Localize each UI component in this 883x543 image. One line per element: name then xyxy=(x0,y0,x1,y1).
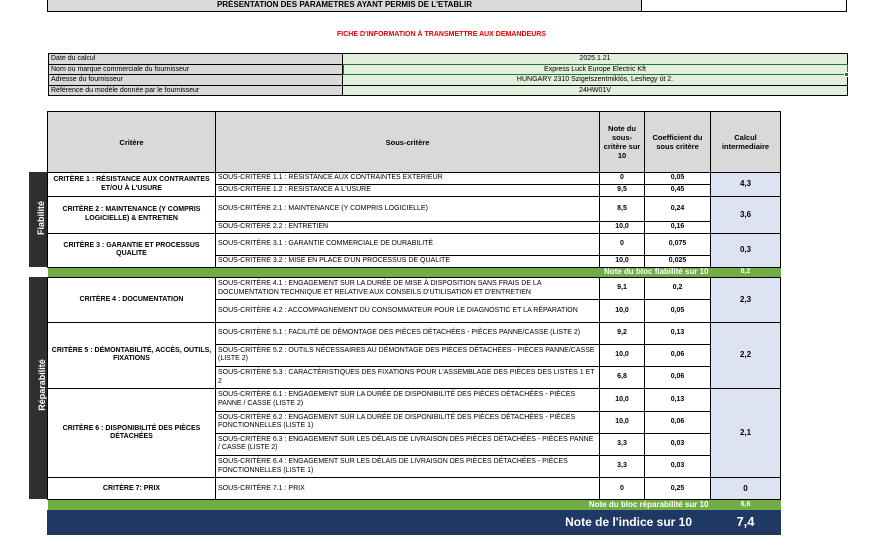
sub-coef[interactable]: 0,03 xyxy=(645,455,711,477)
calc-value[interactable]: 2,2 xyxy=(711,322,781,389)
calc-value[interactable]: 3,6 xyxy=(711,197,781,233)
final-score-value[interactable]: 7,4 xyxy=(711,510,781,534)
criterion-2[interactable]: CRITÈRE 2 : MAINTENANCE (Y COMPRIS LOGICIELLE) & ENTRETIEN xyxy=(48,197,216,233)
bloc-reparabilite-label: Note du bloc réparabilité sur 10 xyxy=(48,500,711,510)
sub-coef[interactable]: 0,05 xyxy=(645,173,711,185)
section-reparabilite-label: Réparabilité xyxy=(37,359,47,411)
sub-note[interactable]: 0 xyxy=(600,478,645,500)
bloc-reparabilite-row xyxy=(48,500,781,510)
info-label[interactable]: Date du calcul xyxy=(49,54,343,65)
cell-fill-handle[interactable] xyxy=(844,72,849,77)
info-value[interactable]: 2025.1.21 xyxy=(343,54,848,65)
calc-value[interactable]: 4,3 xyxy=(711,173,781,197)
criteria-table xyxy=(47,111,781,535)
info-value-selected[interactable]: Express Luck Europe Electric Kft xyxy=(343,64,848,75)
sub-note[interactable]: 3,3 xyxy=(600,433,645,455)
sub-coef[interactable]: 0,06 xyxy=(645,411,711,433)
bloc-fiabilite-label: Note du bloc fiabilité sur 10 xyxy=(48,268,711,278)
sub-criterion[interactable]: SOUS-CRITÈRE 1.1 : RÉSISTANCE AUX CONTRAINTES EXTERIEUR xyxy=(216,173,600,185)
fiche-subtitle: FICHE D'INFORMATION À TRANSMETTRE AUX DEMANDEURS xyxy=(337,31,546,38)
table-row xyxy=(48,278,781,300)
sub-coef[interactable]: 0,06 xyxy=(645,344,711,366)
sub-criterion[interactable]: SOUS-CRITÈRE 4.1 : ENGAGEMENT SUR LA DURÉE DE MISE À DISPOSITION SANS FRAIS DE LA DOCUMENTATION TECHNIQUE ET RELATIVE AUX CONSEILS D'UTILISATION ET D'ENTRETIEN xyxy=(216,278,600,300)
sub-criterion[interactable]: SOUS-CRITÈRE 6.2 : ENGAGEMENT SUR LA DURÉE DE DISPONIBILITÉ DES PIÈCES DÉTACHÉES - PIÈCES FONCTIONNELLES (LISTE 1) xyxy=(216,411,600,433)
sub-coef[interactable]: 0,13 xyxy=(645,322,711,344)
calc-value[interactable]: 0,3 xyxy=(711,233,781,267)
sub-criterion[interactable]: SOUS-CRITÈRE 5.1 : FACILITÉ DE DÉMONTAGE DES PIÈCES DÉTACHÉES - PIÈCES PANNE/CASSE (LISTE 2) xyxy=(216,322,600,344)
info-label[interactable]: Adresse du fournisseur xyxy=(49,75,343,86)
calc-value[interactable]: 2,3 xyxy=(711,278,781,322)
table-row xyxy=(48,173,781,185)
sub-note[interactable]: 10,0 xyxy=(600,221,645,233)
sub-coef[interactable]: 0,075 xyxy=(645,233,711,255)
top-title-bar xyxy=(47,0,847,12)
criterion-6[interactable]: CRITÈRE 6 : DISPONIBILITÉ DES PIÈCES DÉTACHÉES xyxy=(48,389,216,478)
sub-criterion[interactable]: SOUS-CRITÈRE 7.1 : PRIX xyxy=(216,478,600,500)
sub-note[interactable]: 10,0 xyxy=(600,411,645,433)
sub-note[interactable]: 9,2 xyxy=(600,322,645,344)
sub-note[interactable]: 0 xyxy=(600,173,645,185)
sub-coef[interactable]: 0,025 xyxy=(645,255,711,267)
sub-criterion[interactable]: SOUS-CRITÈRE 2.1 : MAINTENANCE (Y COMPRIS LOGICIELLE) xyxy=(216,197,600,221)
sub-coef[interactable]: 0,06 xyxy=(645,367,711,389)
sub-note[interactable]: 10,0 xyxy=(600,344,645,366)
info-value[interactable]: 24HW01V xyxy=(343,85,848,96)
sub-criterion[interactable]: SOUS-CRITÈRE 5.2 : OUTILS NÉCESSAIRES AU DÉMONTAGE DES PIÈCES DÉTACHÉES - PIÈCES PANNE/CASSE (LISTE 2) xyxy=(216,344,600,366)
criterion-3[interactable]: CRITÈRE 3 : GARANTIE ET PROCESSUS QUALITE xyxy=(48,233,216,267)
bloc-fiabilite-row xyxy=(48,268,781,278)
bloc-reparabilite-value[interactable]: 6,6 xyxy=(711,500,781,510)
col-header-sous-critere[interactable]: Sous-critère xyxy=(216,112,600,173)
sub-criterion[interactable]: SOUS-CRITÈRE 3.2 : MISE EN PLACE D'UN PROCESSUS DE QUALITE xyxy=(216,255,600,267)
sub-criterion[interactable]: SOUS-CRITÈRE 5.3 : CARACTÉRISTIQUES DES FIXATIONS POUR L'ASSEMBLAGE DES PIÈCES DES LISTES 1 ET 2 xyxy=(216,367,600,389)
sub-criterion[interactable]: SOUS-CRITÈRE 1.2 : RESISTANCE À L'USURE xyxy=(216,185,600,197)
page-title: PRÉSENTATION DES PARAMETRES AYANT PERMIS DE L'ETABLIR xyxy=(47,0,642,12)
sub-coef[interactable]: 0,25 xyxy=(645,478,711,500)
sub-note[interactable]: 0 xyxy=(600,233,645,255)
sub-note[interactable]: 9,1 xyxy=(600,278,645,300)
table-row xyxy=(48,478,781,500)
sub-criterion[interactable]: SOUS-CRITÈRE 6.4 : ENGAGEMENT SUR LES DÉLAIS DE LIVRAISON DES PIÈCES DÉTACHÉES - PIÈCES FONCTIONNELLES (LISTE 1) xyxy=(216,455,600,477)
calc-value[interactable]: 2,1 xyxy=(711,389,781,478)
info-row xyxy=(49,54,848,65)
sub-coef[interactable]: 0,45 xyxy=(645,185,711,197)
supplier-info-table xyxy=(48,53,848,96)
sub-criterion[interactable]: SOUS-CRITÈRE 6.3 : ENGAGEMENT SUR LES DÉLAIS DE LIVRAISON DES PIÈCES DÉTACHÉES - PIÈCES PANNE / CASSE (LISTE 2) xyxy=(216,433,600,455)
sub-note[interactable]: 10,0 xyxy=(600,255,645,267)
col-header-note[interactable]: Note du sous-critère sur 10 xyxy=(600,112,645,173)
sub-note[interactable]: 9,5 xyxy=(600,185,645,197)
calc-value[interactable]: 0 xyxy=(711,478,781,500)
sub-coef[interactable]: 0,13 xyxy=(645,389,711,411)
col-header-critere[interactable]: Critère xyxy=(48,112,216,173)
criterion-4[interactable]: CRITÈRE 4 : DOCUMENTATION xyxy=(48,278,216,322)
sub-coef[interactable]: 0,03 xyxy=(645,433,711,455)
sub-note[interactable]: 10,0 xyxy=(600,389,645,411)
sub-coef[interactable]: 0,2 xyxy=(645,278,711,300)
final-score-label: Note de l'indice sur 10 xyxy=(48,510,711,534)
info-label[interactable]: Référence du modèle donnée par le fournisseur xyxy=(49,85,343,96)
section-fiabilite-label: Fiabilité xyxy=(36,201,46,236)
sub-note[interactable]: 6,8 xyxy=(600,367,645,389)
info-row xyxy=(49,64,848,75)
sub-coef[interactable]: 0,05 xyxy=(645,300,711,322)
sub-note[interactable]: 3,3 xyxy=(600,455,645,477)
info-row xyxy=(49,75,848,86)
info-row xyxy=(49,85,848,96)
table-row xyxy=(48,322,781,344)
final-score-row xyxy=(48,510,781,534)
criterion-1[interactable]: CRITÈRE 1 : RÉSISTANCE AUX CONTRAINTES ET/OU À L'USURE xyxy=(48,173,216,197)
table-row xyxy=(48,389,781,411)
table-row xyxy=(48,233,781,255)
info-value[interactable]: HUNGARY 2310 Szigetszentmiklós, Leshegy út 2. xyxy=(343,75,848,86)
bloc-fiabilite-value[interactable]: 8,2 xyxy=(711,268,781,278)
sub-coef[interactable]: 0,16 xyxy=(645,221,711,233)
table-row xyxy=(48,197,781,221)
criterion-5[interactable]: CRITÈRE 5 : DÉMONTABILITÉ, ACCÈS, OUTILS, FIXATIONS xyxy=(48,322,216,389)
criterion-7[interactable]: CRITÈRE 7: PRIX xyxy=(48,478,216,500)
sub-criterion[interactable]: SOUS-CRITÈRE 2.2 : ENTRETIEN xyxy=(216,221,600,233)
sub-criterion[interactable]: SOUS-CRITÈRE 4.2 : ACCOMPAGNEMENT DU CONSOMMATEUR POUR LE DIAGNOSTIC ET LA RÉPARATION xyxy=(216,300,600,322)
sub-coef[interactable]: 0,24 xyxy=(645,197,711,221)
info-label[interactable]: Nom ou marque commerciale du fournisseur xyxy=(49,64,343,75)
col-header-coef[interactable]: Coefficient du sous critère xyxy=(645,112,711,173)
sub-note[interactable]: 8,5 xyxy=(600,197,645,221)
col-header-calcul[interactable]: Calcul intermediaire xyxy=(711,112,781,173)
sub-note[interactable]: 10,0 xyxy=(600,300,645,322)
top-right-cell[interactable] xyxy=(642,0,847,12)
sub-criterion[interactable]: SOUS-CRITÈRE 3.1 : GARANTIE COMMERCIALE DE DURABILITÉ xyxy=(216,233,600,255)
sub-criterion[interactable]: SOUS-CRITÈRE 6.1 : ENGAGEMENT SUR LA DURÉE DE DISPONIBILITÉ DES PIÈCES DÉTACHÉES - PIÈCES PANNE / CASSE (LISTE 2) xyxy=(216,389,600,411)
